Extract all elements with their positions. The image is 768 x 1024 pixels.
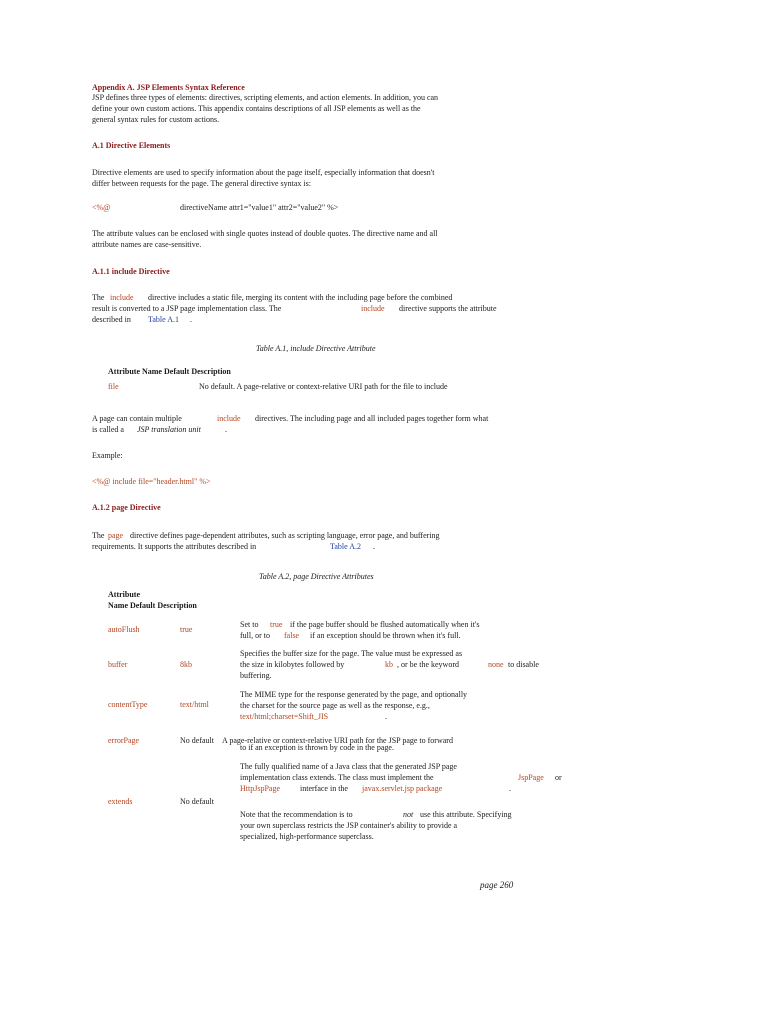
a11-p1-line-1: directive includes a static file, merging its content with the including page before the combined xyxy=(148,293,453,302)
row-extends-d1: The fully qualified name of a Java class that the generated JSP page xyxy=(240,762,457,771)
row-extends-d3a: HttpJspPage xyxy=(240,784,280,793)
row-contenttype-d2: the charset for the source page as well as the response, e.g., xyxy=(240,701,430,710)
row-contenttype-d1: The MIME type for the response generated by the page, and optionally xyxy=(240,690,468,699)
a11-include-keyword-2: include xyxy=(361,304,385,313)
row-buffer-default: 8kb xyxy=(180,660,192,669)
page-number: page 260 xyxy=(480,880,514,890)
example-code: <%@ include file="header.html" %> xyxy=(92,477,211,486)
appendix-title: Appendix A. JSP Elements Syntax Reference xyxy=(92,83,245,92)
row-buffer-d2b: kb xyxy=(385,660,393,669)
a12-page-keyword: page xyxy=(108,531,124,540)
a1-p2-line-2: attribute names are case-sensitive. xyxy=(92,240,202,249)
a11-p2-line-1b: directives. The including page and all included pages together form what xyxy=(255,414,489,423)
row-autoflush-d1c: if the page buffer should be flushed automatically when it's xyxy=(290,620,480,629)
row-autoflush-d1b: true xyxy=(270,620,283,629)
table-a1-link[interactable]: Table A.1 xyxy=(148,315,179,324)
row-errorpage-d2: to if an exception is thrown by code in the page. xyxy=(240,743,394,752)
intro-line-2: define your own custom actions. This appendix contains descriptions of all JSP elements as well as the xyxy=(92,104,421,113)
row-extends-d3d: . xyxy=(509,784,511,793)
table-a1-row-file-desc: No default. A page-relative or context-relative URI path for the file to include xyxy=(199,382,448,391)
a11-include-keyword-3: include xyxy=(217,414,241,423)
row-buffer-d3: buffering. xyxy=(240,671,272,680)
row-buffer-name: buffer xyxy=(108,660,128,669)
section-heading-a11: A.1.1 include Directive xyxy=(92,267,170,276)
row-contenttype-d3b: . xyxy=(385,712,387,721)
row-autoflush-d1a: Set to xyxy=(240,620,259,629)
intro-line-1: JSP defines three types of elements: directives, scripting elements, and action elements. In addition, you can xyxy=(92,93,439,102)
a11-p1-line-3a: described in xyxy=(92,315,131,324)
row-autoflush-d2a: full, or to xyxy=(240,631,270,640)
row-extends-d2c: or xyxy=(555,773,562,782)
a11-include-keyword: include xyxy=(110,293,134,302)
a11-the: The xyxy=(92,293,105,302)
row-contenttype-name: contentType xyxy=(108,700,148,709)
table-a2-caption: Table A.2, page Directive Attributes xyxy=(259,572,374,581)
example-label: Example: xyxy=(92,451,123,460)
table-a2-link[interactable]: Table A.2 xyxy=(330,542,361,551)
table-a2-header-1: Attribute xyxy=(108,590,140,599)
row-extends-d2a: implementation class extends. The class must implement the xyxy=(240,773,434,782)
a11-p2-line-2b: . xyxy=(225,425,227,434)
row-extends-d4c: use this attribute. Specifying xyxy=(420,810,512,819)
row-autoflush-d2b: false xyxy=(284,631,300,640)
a11-term-translation-unit: JSP translation unit xyxy=(137,425,201,434)
row-errorpage-default: No default xyxy=(180,736,214,745)
table-a1-caption: Table A.1, include Directive Attribute xyxy=(256,344,376,353)
row-extends-d4a: Note that the recommendation is to xyxy=(240,810,353,819)
section-heading-a12: A.1.2 page Directive xyxy=(92,503,161,512)
row-extends-d6: specialized, high-performance superclass. xyxy=(240,832,374,841)
table-a2-header-2: Name Default Description xyxy=(108,601,197,610)
row-autoflush-d2c: if an exception should be thrown when it's full. xyxy=(310,631,461,640)
a11-p1-line-3b: . xyxy=(190,315,192,324)
row-extends-d4b: not xyxy=(403,810,414,819)
row-autoflush-name: autoFlush xyxy=(108,625,140,634)
row-extends-d3b: interface in the xyxy=(300,784,348,793)
syntax-rest: directiveName attr1="value1" attr2="value2" %> xyxy=(180,203,339,212)
intro-line-3: general syntax rules for custom actions. xyxy=(92,115,220,124)
row-buffer-d2d: none xyxy=(488,660,504,669)
row-contenttype-default: text/html xyxy=(180,700,209,709)
row-errorpage-d1: A page-relative or context-relative URI path for the JSP page to forward xyxy=(222,736,453,745)
a12-p1-line-2b: . xyxy=(373,542,375,551)
row-buffer-d1: Specifies the buffer size for the page. The value must be expressed as xyxy=(240,649,463,658)
a12-p1-line-1: directive defines page-dependent attributes, such as scripting language, error page, and buffering xyxy=(130,531,440,540)
row-buffer-d2e: to disable xyxy=(508,660,539,669)
a1-p1-line-2: differ between requests for the page. The general directive syntax is: xyxy=(92,179,311,188)
syntax-open: <%@ xyxy=(92,203,111,212)
table-a1-header: Attribute Name Default Description xyxy=(108,367,231,376)
row-buffer-d2c: , or be the keyword xyxy=(397,660,459,669)
a11-p2-line-1a: A page can contain multiple xyxy=(92,414,182,423)
row-extends-d3c: javax.servlet.jsp package xyxy=(362,784,443,793)
table-a1-row-file-name: file xyxy=(108,382,119,391)
a1-p2-line-1: The attribute values can be enclosed with single quotes instead of double quotes. The directive name and all xyxy=(92,229,438,238)
row-errorpage-name: errorPage xyxy=(108,736,140,745)
a1-p1-line-1: Directive elements are used to specify information about the page itself, especially information that doesn't xyxy=(92,168,435,177)
a12-the: The xyxy=(92,531,105,540)
section-heading-a1: A.1 Directive Elements xyxy=(92,141,171,150)
row-extends-d2b: JspPage xyxy=(518,773,544,782)
a11-p1-line-2a: result is converted to a JSP page implementation class. The xyxy=(92,304,282,313)
row-contenttype-d3a: text/html;charset=Shift_JIS xyxy=(240,712,329,721)
row-extends-d5: your own superclass restricts the JSP container's ability to provide a xyxy=(240,821,458,830)
a11-p1-line-2b: directive supports the attribute xyxy=(399,304,497,313)
a11-p2-line-2a: is called a xyxy=(92,425,124,434)
row-buffer-d2a: the size in kilobytes followed by xyxy=(240,660,345,669)
row-extends-name: extends xyxy=(108,797,133,806)
a12-p1-line-2a: requirements. It supports the attributes described in xyxy=(92,542,257,551)
row-extends-default: No default xyxy=(180,797,214,806)
row-autoflush-default: true xyxy=(180,625,193,634)
